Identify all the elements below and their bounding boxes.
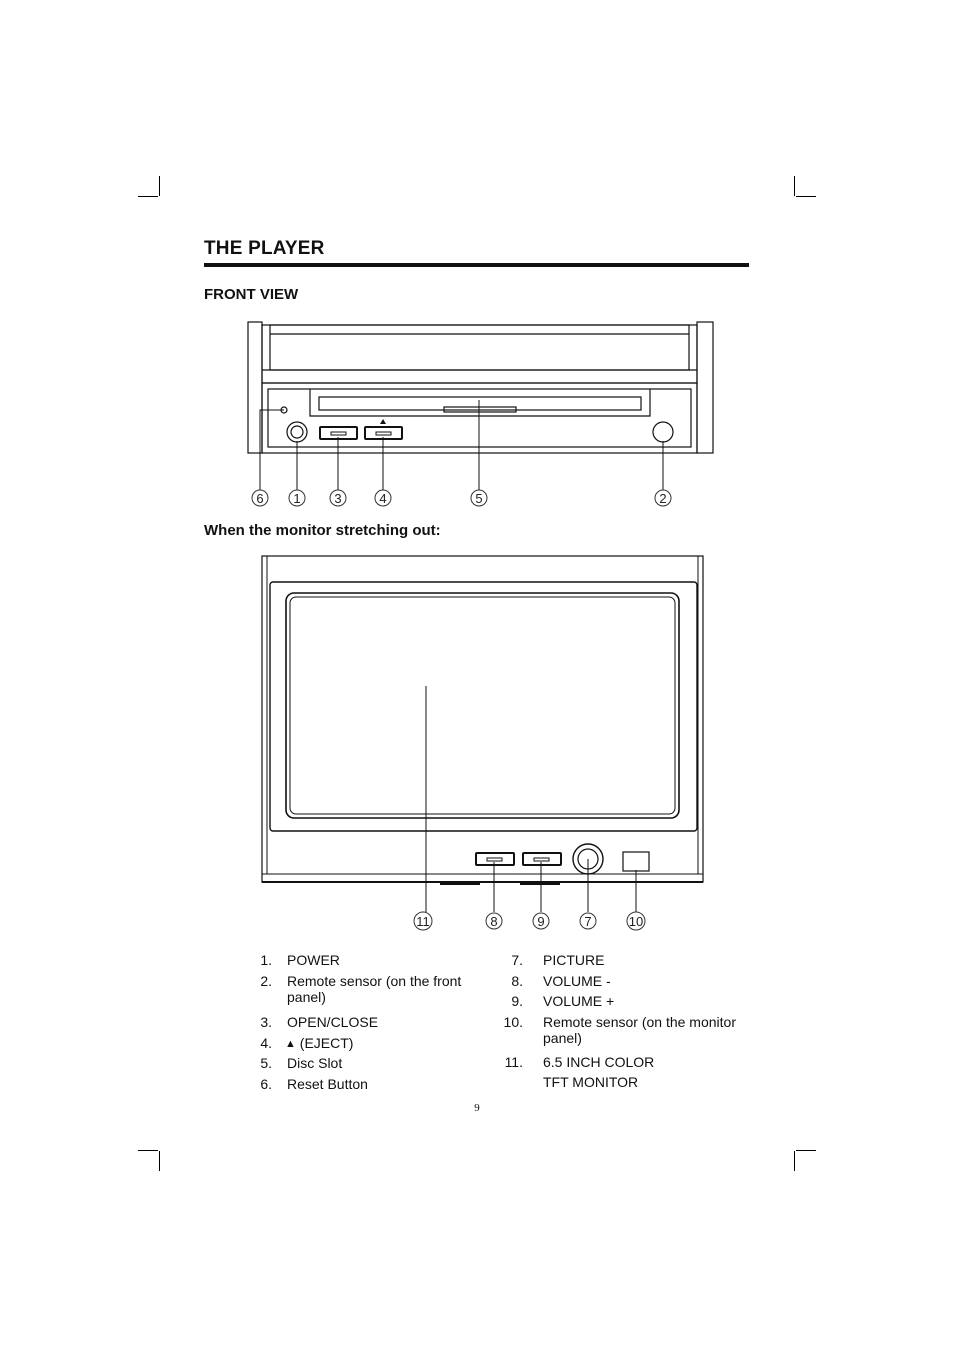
page-number: 9 xyxy=(474,1102,480,1114)
callout-11: 11 xyxy=(416,914,430,929)
callout-10: 10 xyxy=(628,914,644,929)
monitor-heading: When the monitor stretching out: xyxy=(204,522,441,539)
front-view-heading: FRONT VIEW xyxy=(204,286,299,303)
monitor-bezel xyxy=(270,582,697,831)
page-title: THE PLAYER xyxy=(204,238,325,259)
monitor-screen xyxy=(286,593,679,818)
callout-8: 8 xyxy=(490,914,498,929)
callout-9: 9 xyxy=(537,914,545,929)
volume-minus-button xyxy=(476,853,514,865)
callout-5: 5 xyxy=(475,491,483,506)
callout-3: 3 xyxy=(334,491,342,506)
remote-sensor-monitor xyxy=(623,852,649,871)
callout-4: 4 xyxy=(379,491,387,506)
callout-6: 6 xyxy=(256,491,264,506)
callout-1: 1 xyxy=(293,491,301,506)
callout-2: 2 xyxy=(659,491,667,506)
callout-7: 7 xyxy=(584,914,592,929)
eject-symbol-icon: ▲ xyxy=(285,1038,296,1050)
volume-plus-button xyxy=(523,853,561,865)
